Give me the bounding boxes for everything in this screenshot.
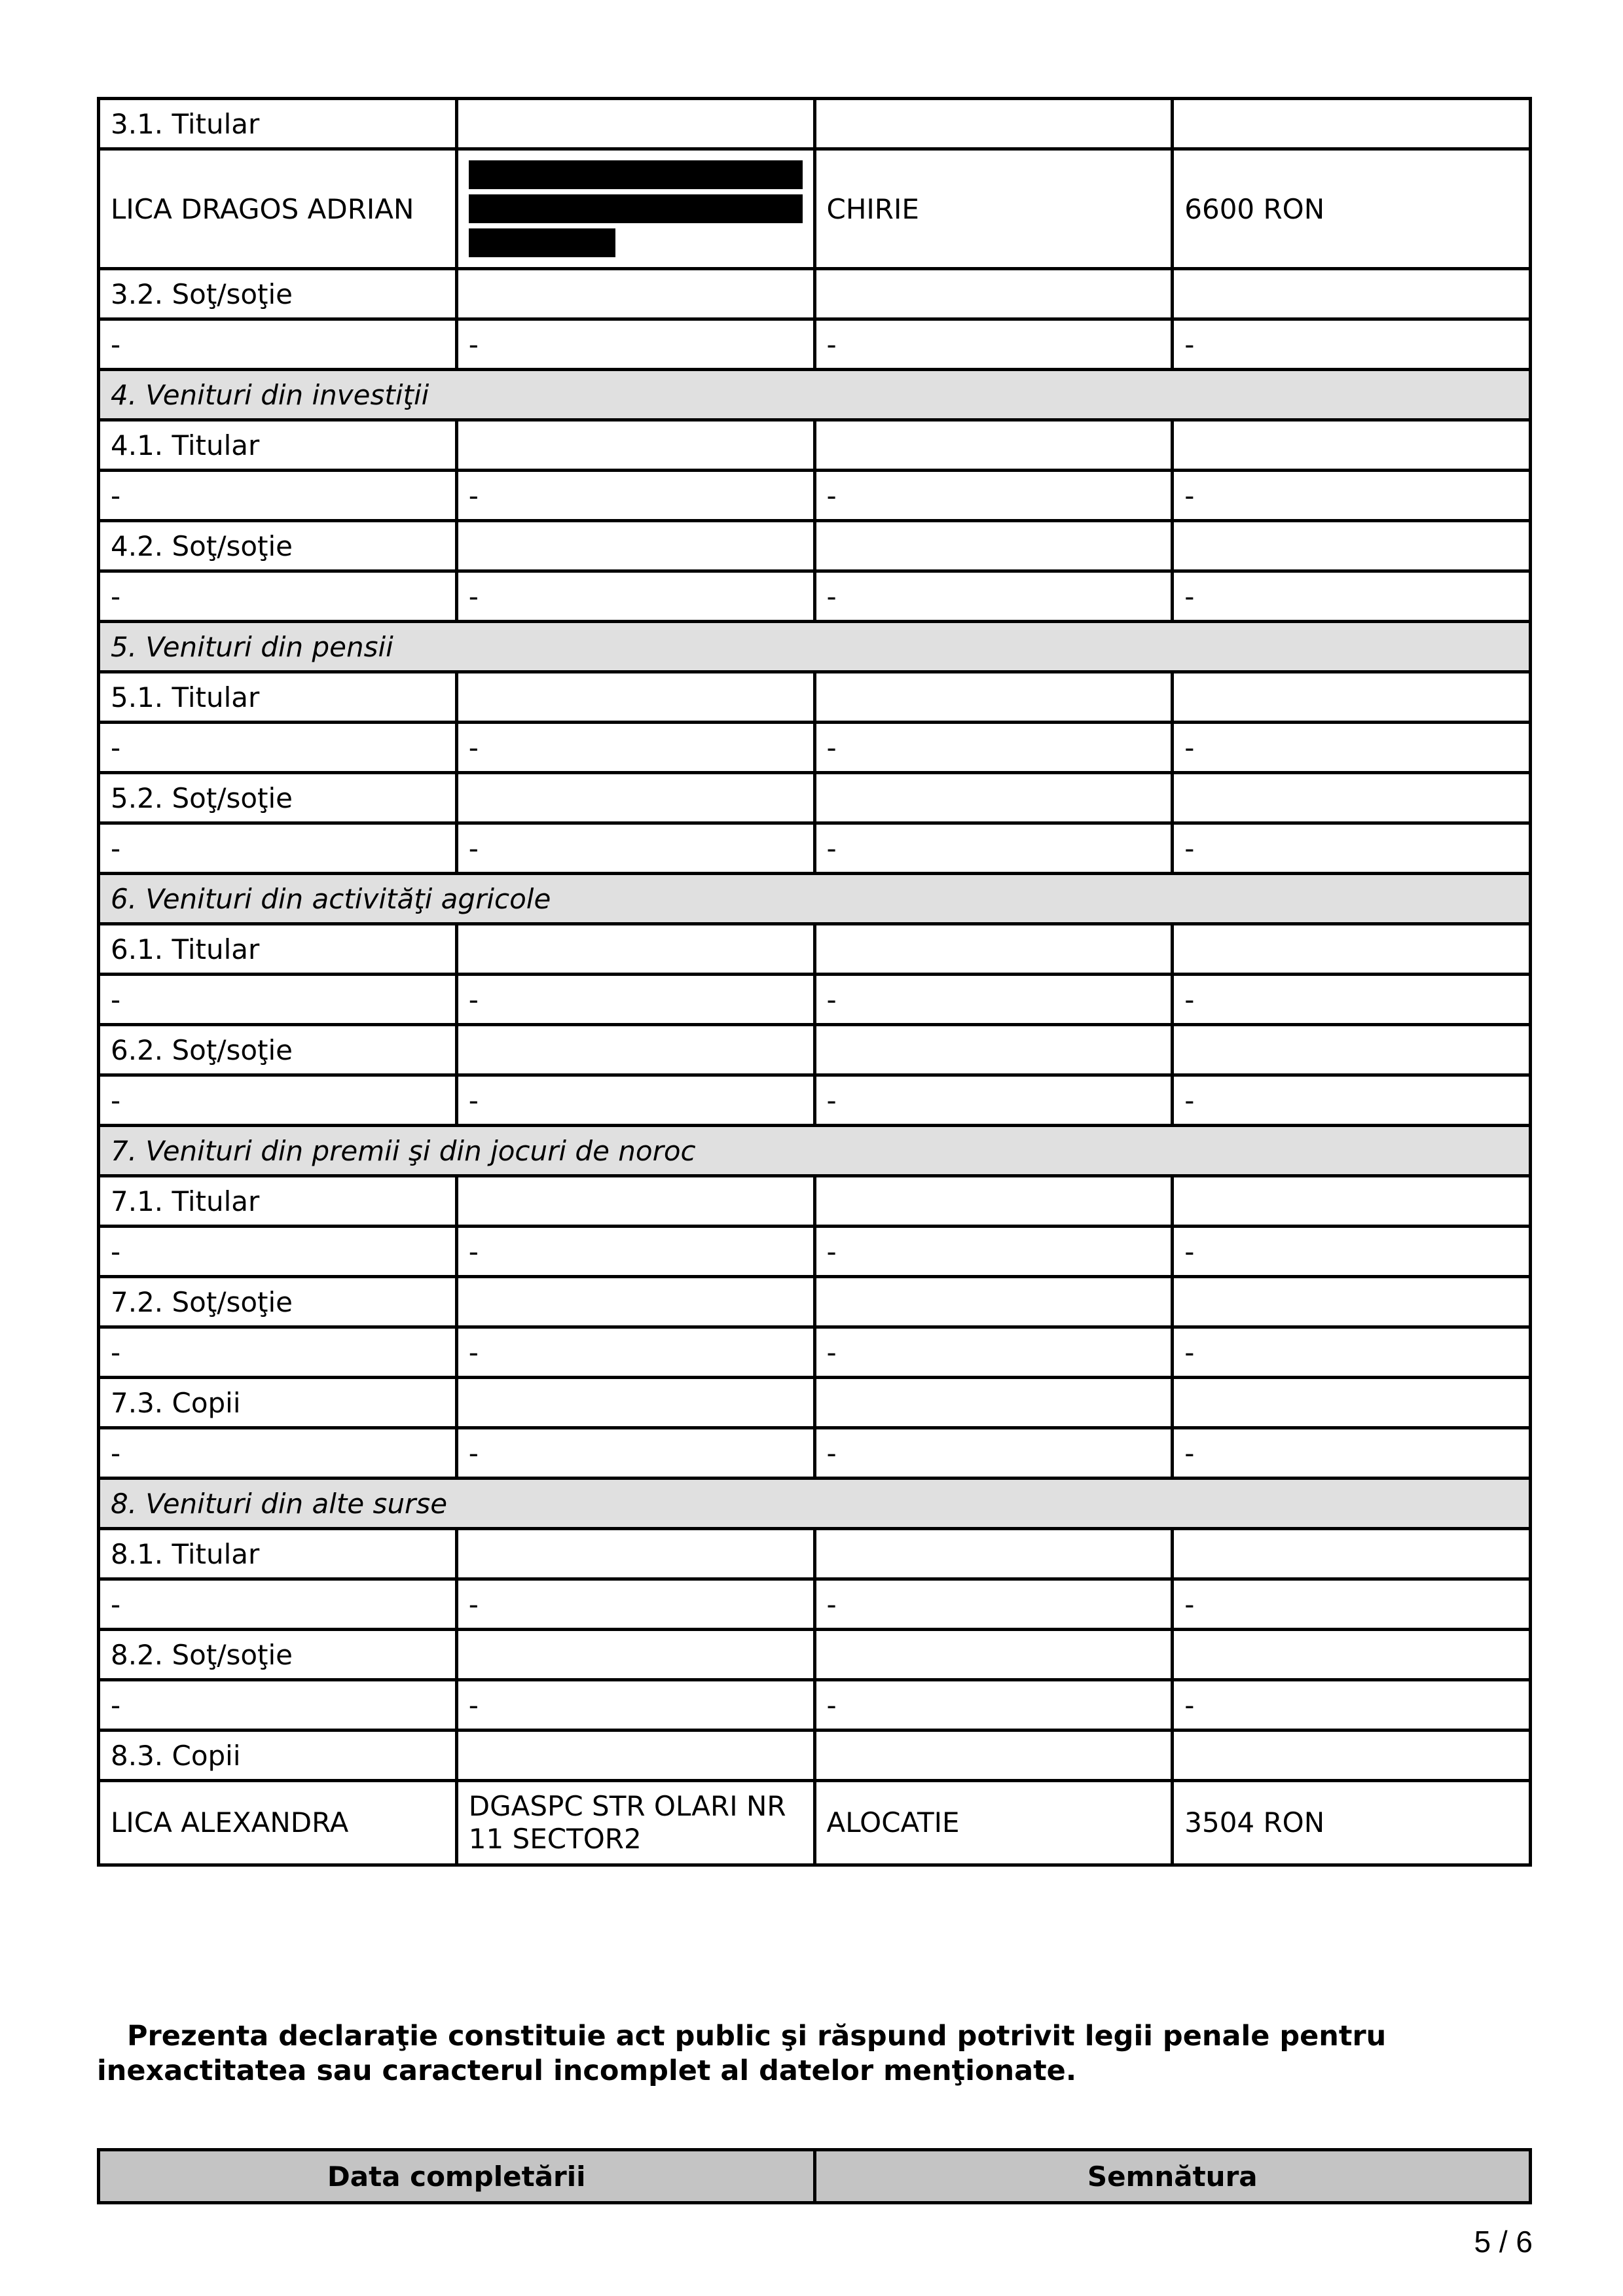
group-label: 5.2. Soţ/soţie (99, 773, 457, 823)
table-row (99, 723, 1531, 773)
empty-cell (1173, 521, 1531, 571)
empty-cell (814, 521, 1173, 571)
table-cell: - (99, 823, 457, 874)
table-row (99, 1428, 1531, 1479)
table-cell: 6600 RON (1173, 149, 1531, 269)
group-label: 6.1. Titular (99, 924, 457, 975)
table-cell: - (814, 975, 1173, 1025)
table-cell: - (814, 1327, 1173, 1378)
empty-cell (456, 924, 814, 975)
table-cell: - (456, 1428, 814, 1479)
table-row (99, 1327, 1531, 1378)
group-label-row (99, 521, 1531, 571)
empty-cell (456, 1731, 814, 1781)
empty-cell (1173, 1731, 1531, 1781)
empty-cell (1173, 420, 1531, 471)
table-cell: - (1173, 1327, 1531, 1378)
table-cell: ALOCATIE (814, 1781, 1173, 1865)
table-cell: - (814, 723, 1173, 773)
table-row (99, 319, 1531, 370)
table-cell: - (456, 823, 814, 874)
group-label-row (99, 1025, 1531, 1075)
group-label: 5.1. Titular (99, 672, 457, 723)
empty-cell (1173, 1378, 1531, 1428)
signature-header: Semnătura (814, 2150, 1531, 2203)
group-label: 4.1. Titular (99, 420, 457, 471)
group-label-row (99, 1176, 1531, 1227)
table-cell: - (99, 1428, 457, 1479)
empty-cell (814, 269, 1173, 319)
group-label: 7.3. Copii (99, 1378, 457, 1428)
group-label: 7.2. Soţ/soţie (99, 1277, 457, 1327)
redaction-bar (469, 160, 803, 189)
section-header-row (99, 1126, 1531, 1176)
table-cell: - (814, 1680, 1173, 1731)
table-row (99, 471, 1531, 521)
empty-cell (814, 1731, 1173, 1781)
table-cell: - (99, 975, 457, 1025)
table-cell: - (1173, 1428, 1531, 1479)
empty-cell (1173, 1176, 1531, 1227)
group-label-row (99, 924, 1531, 975)
empty-cell (456, 773, 814, 823)
empty-cell (1173, 269, 1531, 319)
group-label: 3.2. Soţ/soţie (99, 269, 457, 319)
empty-cell (1173, 773, 1531, 823)
table-cell: - (1173, 1680, 1531, 1731)
table-cell: - (1173, 823, 1531, 874)
table-cell: DGASPC STR OLARI NR 11 SECTOR2 (456, 1781, 814, 1865)
declaration-text: Prezenta declaraţie constituie act public şi răspund potrivit legii penale pentru inexactitatea sau caracterul incomplet al datelor menţionate. (97, 2020, 1387, 2087)
income-table-body (99, 99, 1531, 1865)
empty-cell (814, 420, 1173, 471)
table-cell: - (99, 319, 457, 370)
empty-cell (1173, 672, 1531, 723)
empty-cell (456, 672, 814, 723)
group-label-row (99, 1529, 1531, 1579)
table-row (99, 571, 1531, 622)
empty-cell (1173, 1630, 1531, 1680)
table-cell: LICA DRAGOS ADRIAN (99, 149, 457, 269)
table-cell: - (814, 319, 1173, 370)
empty-cell (814, 773, 1173, 823)
table-cell: - (814, 571, 1173, 622)
table-cell: - (456, 571, 814, 622)
table-cell: - (99, 571, 457, 622)
section-heading: 5. Venituri din pensii (99, 622, 1531, 672)
table-cell: - (456, 1579, 814, 1630)
empty-cell (456, 99, 814, 149)
section-header-row (99, 874, 1531, 924)
empty-cell (814, 1630, 1173, 1680)
empty-cell (456, 1176, 814, 1227)
empty-cell (1173, 924, 1531, 975)
group-label-row (99, 672, 1531, 723)
group-label: 7.1. Titular (99, 1176, 457, 1227)
table-cell: - (814, 1428, 1173, 1479)
page-number: 5 / 6 (1474, 2225, 1533, 2259)
table-cell: - (1173, 723, 1531, 773)
table-cell: LICA ALEXANDRA (99, 1781, 457, 1865)
table-cell: - (814, 471, 1173, 521)
section-header-row (99, 1479, 1531, 1529)
table-cell: - (456, 723, 814, 773)
empty-cell (814, 1378, 1173, 1428)
table-row (99, 1781, 1531, 1865)
table-cell: - (814, 1075, 1173, 1126)
empty-cell (456, 269, 814, 319)
table-cell: CHIRIE (814, 149, 1173, 269)
group-label-row (99, 773, 1531, 823)
table-cell: - (99, 1075, 457, 1126)
group-label-row (99, 269, 1531, 319)
empty-cell (814, 1529, 1173, 1579)
table-cell: - (99, 723, 457, 773)
group-label: 8.1. Titular (99, 1529, 457, 1579)
table-cell: - (456, 1680, 814, 1731)
group-label: 8.2. Soţ/soţie (99, 1630, 457, 1680)
empty-cell (814, 1277, 1173, 1327)
table-cell: - (99, 1579, 457, 1630)
table-cell: - (99, 471, 457, 521)
table-cell: - (814, 823, 1173, 874)
table-row (99, 1075, 1531, 1126)
signature-table (97, 2148, 1532, 2204)
table-cell: - (456, 1327, 814, 1378)
group-label-row (99, 1630, 1531, 1680)
empty-cell (456, 1025, 814, 1075)
empty-cell (814, 924, 1173, 975)
table-row (99, 1579, 1531, 1630)
table-cell: - (99, 1680, 457, 1731)
table-cell: - (456, 471, 814, 521)
table-cell: - (814, 1227, 1173, 1277)
empty-cell (456, 1630, 814, 1680)
empty-cell (456, 1277, 814, 1327)
table-cell: - (814, 1579, 1173, 1630)
table-cell: - (1173, 319, 1531, 370)
section-heading: 8. Venituri din alte surse (99, 1479, 1531, 1529)
income-table (97, 97, 1532, 1867)
group-label-row (99, 99, 1531, 149)
table-cell: 3504 RON (1173, 1781, 1531, 1865)
empty-cell (456, 420, 814, 471)
empty-cell (1173, 1529, 1531, 1579)
group-label: 3.1. Titular (99, 99, 457, 149)
table-cell: - (1173, 1579, 1531, 1630)
redacted-cell (456, 149, 814, 269)
table-cell: - (1173, 975, 1531, 1025)
table-row (99, 975, 1531, 1025)
table-cell: - (1173, 471, 1531, 521)
group-label-row (99, 1378, 1531, 1428)
empty-cell (814, 1176, 1173, 1227)
group-label: 6.2. Soţ/soţie (99, 1025, 457, 1075)
empty-cell (1173, 99, 1531, 149)
empty-cell (814, 1025, 1173, 1075)
redaction-bar (469, 194, 803, 223)
empty-cell (814, 672, 1173, 723)
table-row (99, 1680, 1531, 1731)
signature-header-row (99, 2150, 1531, 2203)
table-cell: - (1173, 1227, 1531, 1277)
group-label: 8.3. Copii (99, 1731, 457, 1781)
group-label-row (99, 1731, 1531, 1781)
table-cell: - (456, 1227, 814, 1277)
section-header-row (99, 622, 1531, 672)
empty-cell (456, 1378, 814, 1428)
table-cell: - (456, 975, 814, 1025)
table-cell: - (1173, 1075, 1531, 1126)
group-label-row (99, 420, 1531, 471)
table-cell: - (99, 1227, 457, 1277)
section-heading: 6. Venituri din activităţi agricole (99, 874, 1531, 924)
table-cell: - (99, 1327, 457, 1378)
empty-cell (456, 521, 814, 571)
empty-cell (456, 1529, 814, 1579)
section-header-row (99, 370, 1531, 420)
section-heading: 4. Venituri din investiţii (99, 370, 1531, 420)
empty-cell (1173, 1277, 1531, 1327)
section-heading: 7. Venituri din premii şi din jocuri de noroc (99, 1126, 1531, 1176)
table-row (99, 149, 1531, 269)
group-label: 4.2. Soţ/soţie (99, 521, 457, 571)
table-row (99, 1227, 1531, 1277)
table-cell: - (456, 1075, 814, 1126)
table-cell: - (456, 319, 814, 370)
date-completed-header: Data completării (99, 2150, 815, 2203)
table-row (99, 823, 1531, 874)
table-cell: - (1173, 571, 1531, 622)
empty-cell (1173, 1025, 1531, 1075)
redaction-bar (469, 228, 615, 257)
empty-cell (814, 99, 1173, 149)
group-label-row (99, 1277, 1531, 1327)
